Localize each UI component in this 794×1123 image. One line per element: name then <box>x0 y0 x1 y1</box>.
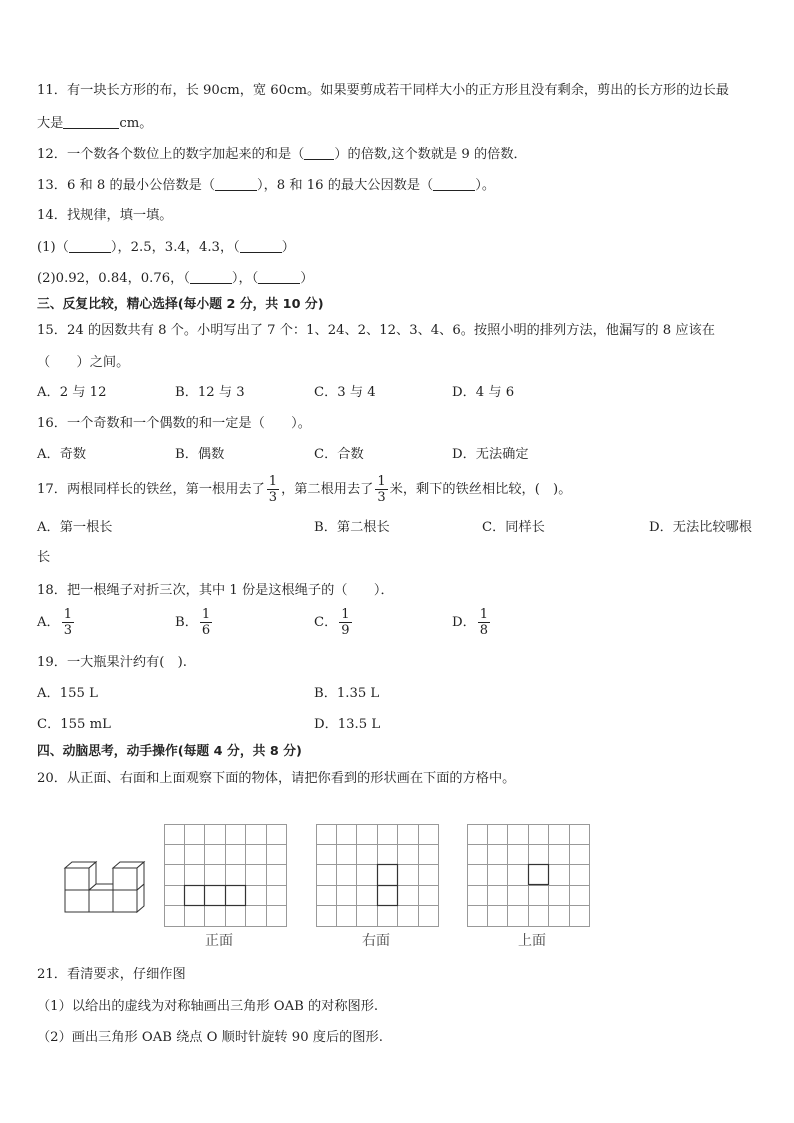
q11-pre: 大是 <box>37 116 64 131</box>
q15-option-c[interactable]: C．3 与 4 <box>314 385 376 400</box>
q17-fraction-2: $\frac{1}{3}$ <box>377 474 386 505</box>
q11-line1: 11．有一块长方形的布，长 90cm，宽 60cm。如果要剪成若干同样大小的正方形且没有剩余，剪出的长方形的边长最 <box>37 83 729 98</box>
section-3-heading: 三、反复比较，精心选择(每小题 2 分，共 10 分) <box>37 297 324 312</box>
q17-option-b[interactable]: B．第二根长 <box>314 520 390 535</box>
q11-post: cm。 <box>119 116 153 131</box>
q14-row1-blank-2[interactable] <box>240 240 282 253</box>
q13 <box>37 177 495 195</box>
q18-text: 18．把一根绳子对折三次，其中 1 份是这根绳子的（ ）． <box>37 583 394 598</box>
top-view-grid[interactable] <box>467 824 591 928</box>
q17-mid: ，第二根用去了 <box>281 482 374 497</box>
q14-row1-blank-1[interactable] <box>69 240 111 253</box>
q15-line2: （ ）之间。 <box>37 355 130 370</box>
q14-row2-blank-2[interactable] <box>258 271 300 284</box>
q14-row2-mid: ），（ <box>231 271 259 286</box>
q19-text: 19．一大瓶果汁约有( ). <box>37 655 187 670</box>
q12-pre: 12．一个数各个数位上的数字加起来的和是（ <box>37 147 305 162</box>
q16-option-a[interactable]: A．奇数 <box>37 447 87 462</box>
q13-answer-blank-2[interactable] <box>433 178 475 191</box>
q15-option-d[interactable]: D．4 与 6 <box>452 385 515 400</box>
q17-option-d-wrap: 长 <box>37 550 51 565</box>
q13-post: ）。 <box>475 178 496 193</box>
q12-answer-blank[interactable] <box>304 147 334 160</box>
front-view-grid[interactable] <box>164 824 288 928</box>
q13-mid: ），8 和 16 的最大公因数是（ <box>257 178 434 193</box>
q19-option-a[interactable]: A．155 L <box>37 686 98 701</box>
q21-title: 21．看清要求，仔细作图 <box>37 967 186 982</box>
q15-option-a[interactable]: A．2 与 12 <box>37 385 107 400</box>
q14-row1-pre: (1)（ <box>37 240 69 255</box>
q12 <box>37 146 527 164</box>
q14-row1-post: ） <box>281 240 295 255</box>
q17-post: 米，剩下的铁丝相比较，( )。 <box>389 482 572 497</box>
q14-row2-post: ） <box>300 271 314 286</box>
q15-option-b[interactable]: B．12 与 3 <box>175 385 245 400</box>
q14-row2-blank-1[interactable] <box>190 271 232 284</box>
q16-option-d[interactable]: D．无法确定 <box>452 447 529 462</box>
q14-title: 14．找规律，填一填。 <box>37 208 173 223</box>
q16-text: 16．一个奇数和一个偶数的和一定是（ ）。 <box>37 416 311 431</box>
q15-line1: 15．24 的因数共有 8 个。小明写出了 7 个：1、24、2、12、3、4、6。按照小明的排列方法，他漏写的 8 应该在 <box>37 323 715 338</box>
q21-item1: （1）以给出的虚线为对称轴画出三角形 OAB 的对称图形. <box>37 999 379 1014</box>
q19-option-b[interactable]: B．1.35 L <box>314 686 380 701</box>
q12-post: ）的倍数,这个数就是 9 的倍数． <box>334 147 527 162</box>
q11-line2 <box>37 115 152 133</box>
q17-fraction-1: $\frac{1}{3}$ <box>268 474 278 505</box>
caption-front: 正面 <box>205 933 233 949</box>
q19-option-c[interactable]: C．155 mL <box>37 717 111 732</box>
q13-pre: 13．6 和 8 的最小公倍数是（ <box>37 178 216 193</box>
right-view-grid[interactable] <box>316 824 440 928</box>
q18-option-d[interactable]: D． $\frac{1}{8}$ <box>452 607 489 638</box>
caption-right: 右面 <box>362 933 390 949</box>
q17-pre: 17．两根同样长的铁丝，第一根用去了 <box>37 482 265 497</box>
q17-option-c[interactable]: C．同样长 <box>482 520 545 535</box>
caption-top: 上面 <box>518 933 546 949</box>
q16-option-c[interactable]: C．合数 <box>314 447 364 462</box>
q17-option-a[interactable]: A．第一根长 <box>37 520 113 535</box>
q17-text <box>37 474 571 505</box>
q19-option-d[interactable]: D．13.5 L <box>314 717 381 732</box>
q13-answer-blank-1[interactable] <box>215 178 257 191</box>
q21-item2: （2）画出三角形 OAB 绕点 O 顺时针旋转 90 度后的图形. <box>37 1030 383 1045</box>
q11-answer-blank[interactable] <box>63 116 119 129</box>
q18-option-b[interactable]: B． $\frac{1}{6}$ <box>175 607 211 638</box>
q14-row1-mid: ），2.5，3.4，4.3，（ <box>110 240 240 255</box>
q14-row2-pre: (2)0.92，0.84，0.76，（ <box>37 271 190 286</box>
q20-text: 20．从正面、右面和上面观察下面的物体，请把你看到的形状画在下面的方格中。 <box>37 771 516 786</box>
q18-option-c[interactable]: C． $\frac{1}{9}$ <box>314 607 350 638</box>
q16-option-b[interactable]: B．偶数 <box>175 447 225 462</box>
q17-option-d[interactable]: D．无法比较哪根 <box>649 520 752 535</box>
cube-stack-figure <box>60 855 150 915</box>
q18-option-a[interactable]: A． $\frac{1}{3}$ <box>37 607 72 638</box>
q14-row1 <box>37 239 295 257</box>
section-4-heading: 四、动脑思考，动手操作(每题 4 分，共 8 分) <box>37 744 302 759</box>
q14-row2 <box>37 270 313 288</box>
